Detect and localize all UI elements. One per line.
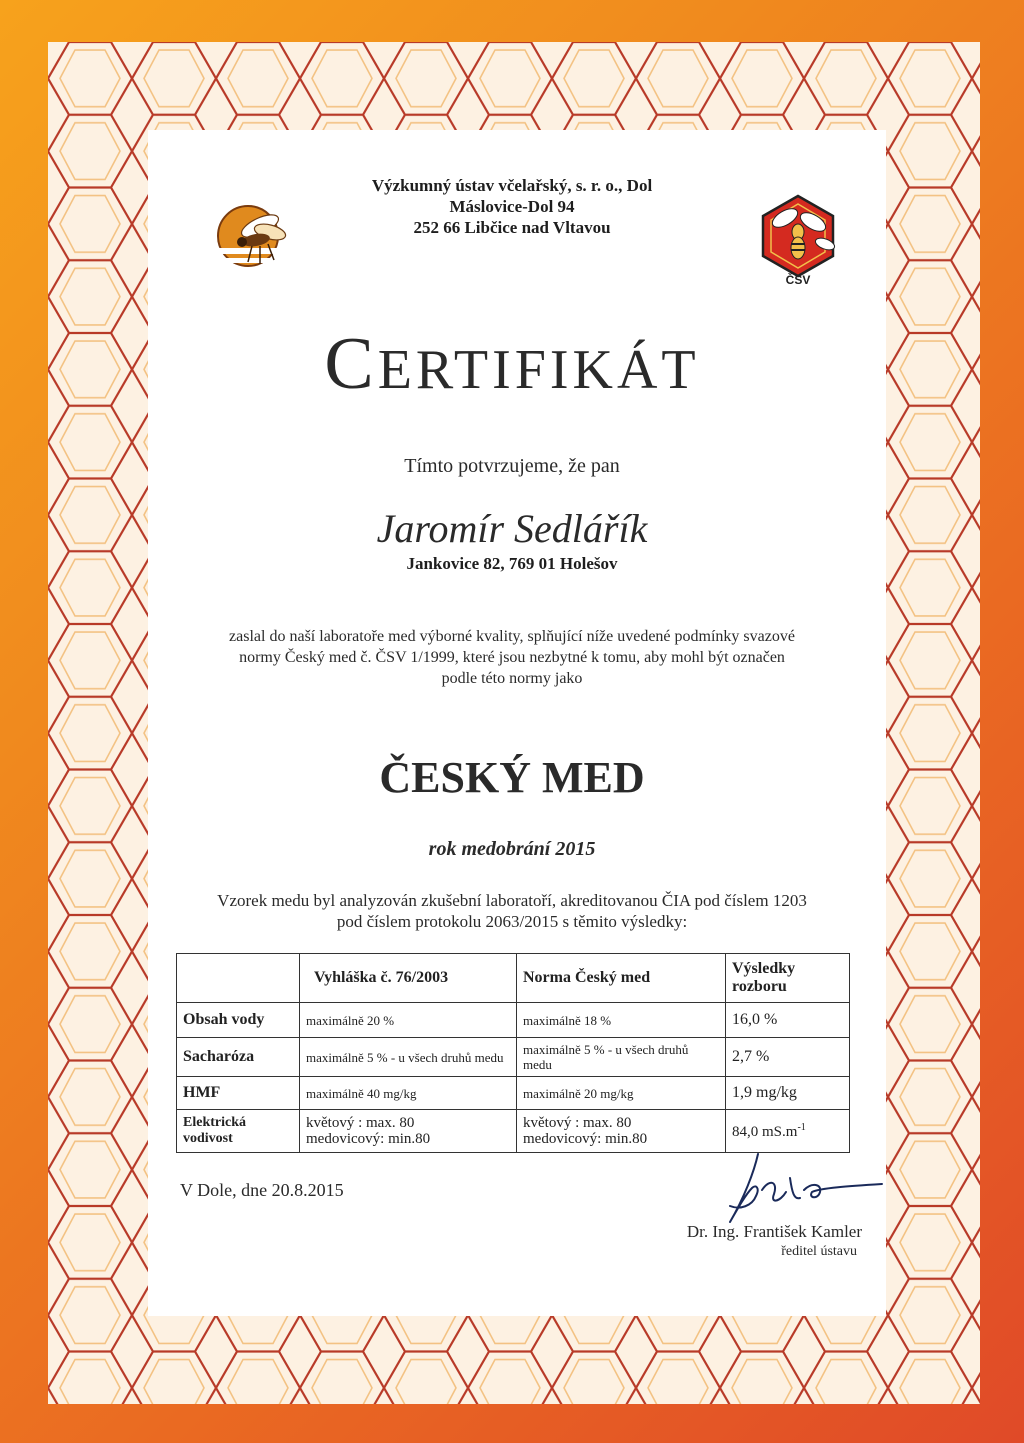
table-header: Výsledky rozboru	[726, 954, 850, 1003]
norm-line: květový : max. 80	[523, 1115, 632, 1131]
description-paragraph	[150, 626, 874, 689]
description-line: normy Český med č. ČSV 1/1999, které jsou nezbytné k tomu, aby mohl být označen	[239, 649, 785, 666]
table-row	[177, 1003, 850, 1038]
confirm-text: Tímto potvrzujeme, že pan	[404, 455, 620, 477]
row-label-line: vodivost	[183, 1131, 233, 1146]
table-header	[177, 954, 300, 1003]
regulation-value: maximálně 5 % - u všech druhů medu	[300, 1038, 517, 1077]
row-label-line: Elektrická	[183, 1115, 246, 1130]
result-base: 84,0 mS.m	[732, 1123, 798, 1140]
place-date: V Dole, dne 20.8.2015	[180, 1180, 344, 1200]
regulation-value	[300, 1110, 517, 1153]
signer-name: Dr. Ing. František Kamler	[686, 1222, 862, 1241]
recipient-name: Jaromír Sedlářík	[376, 506, 648, 551]
results-table	[176, 953, 850, 1153]
result-value	[726, 1110, 850, 1153]
description-line: zaslal do naší laboratoře med výborné kvality, splňující níže uvedené podmínky svazové	[229, 628, 795, 645]
result-value: 16,0 %	[726, 1003, 850, 1038]
certificate-title	[0, 322, 1024, 407]
row-label: Obsah vody	[177, 1003, 300, 1038]
description-line: podle této normy jako	[441, 670, 583, 687]
result-value: 1,9 mg/kg	[726, 1077, 850, 1110]
row-label: Sacharóza	[177, 1038, 300, 1077]
norm-value: maximálně 20 mg/kg	[517, 1077, 726, 1110]
institute-name: Výzkumný ústav včelařský, s. r. o., Dol	[371, 176, 653, 195]
result-unit-exponent: -1	[797, 1121, 806, 1133]
norm-line: medovicový: min.80	[523, 1131, 648, 1147]
product-name: ČESKÝ MED	[379, 753, 645, 802]
table-row	[177, 1038, 850, 1077]
csv-logo-text: ČSV	[785, 273, 811, 287]
row-label	[177, 1110, 300, 1153]
norm-value: maximálně 5 % - u všech druhů medu	[517, 1038, 726, 1077]
norm-value	[517, 1110, 726, 1153]
title-rest: ERTIFIKÁT	[377, 339, 700, 401]
title-first-letter: C	[324, 323, 378, 405]
sample-line: pod číslem protokolu 2063/2015 s těmito výsledky:	[336, 912, 688, 931]
regulation-value: maximálně 40 mg/kg	[300, 1077, 517, 1110]
result-value: 2,7 %	[726, 1038, 850, 1077]
regulation-line: květový : max. 80	[306, 1115, 415, 1131]
table-row	[177, 1077, 850, 1110]
sample-text	[150, 890, 874, 932]
table-header: Norma Český med	[517, 954, 726, 1003]
regulation-value: maximálně 20 %	[300, 1003, 517, 1038]
table-header-row	[177, 954, 850, 1003]
institute-city: 252 66 Libčice nad Vltavou	[413, 218, 611, 237]
signer-role: ředitel ústavu	[781, 1244, 857, 1259]
row-label: HMF	[177, 1077, 300, 1110]
norm-value: maximálně 18 %	[517, 1003, 726, 1038]
recipient-address: Jankovice 82, 769 01 Holešov	[406, 554, 618, 573]
sample-line: Vzorek medu byl analyzován zkušební laboratoří, akreditovanou ČIA pod číslem 1203	[217, 891, 807, 910]
harvest-year: rok medobrání 2015	[428, 838, 596, 860]
regulation-line: medovicový: min.80	[306, 1131, 431, 1147]
institute-street: Máslovice-Dol 94	[449, 197, 575, 216]
table-row	[177, 1110, 850, 1153]
table-header: Vyhláška č. 76/2003	[300, 954, 517, 1003]
